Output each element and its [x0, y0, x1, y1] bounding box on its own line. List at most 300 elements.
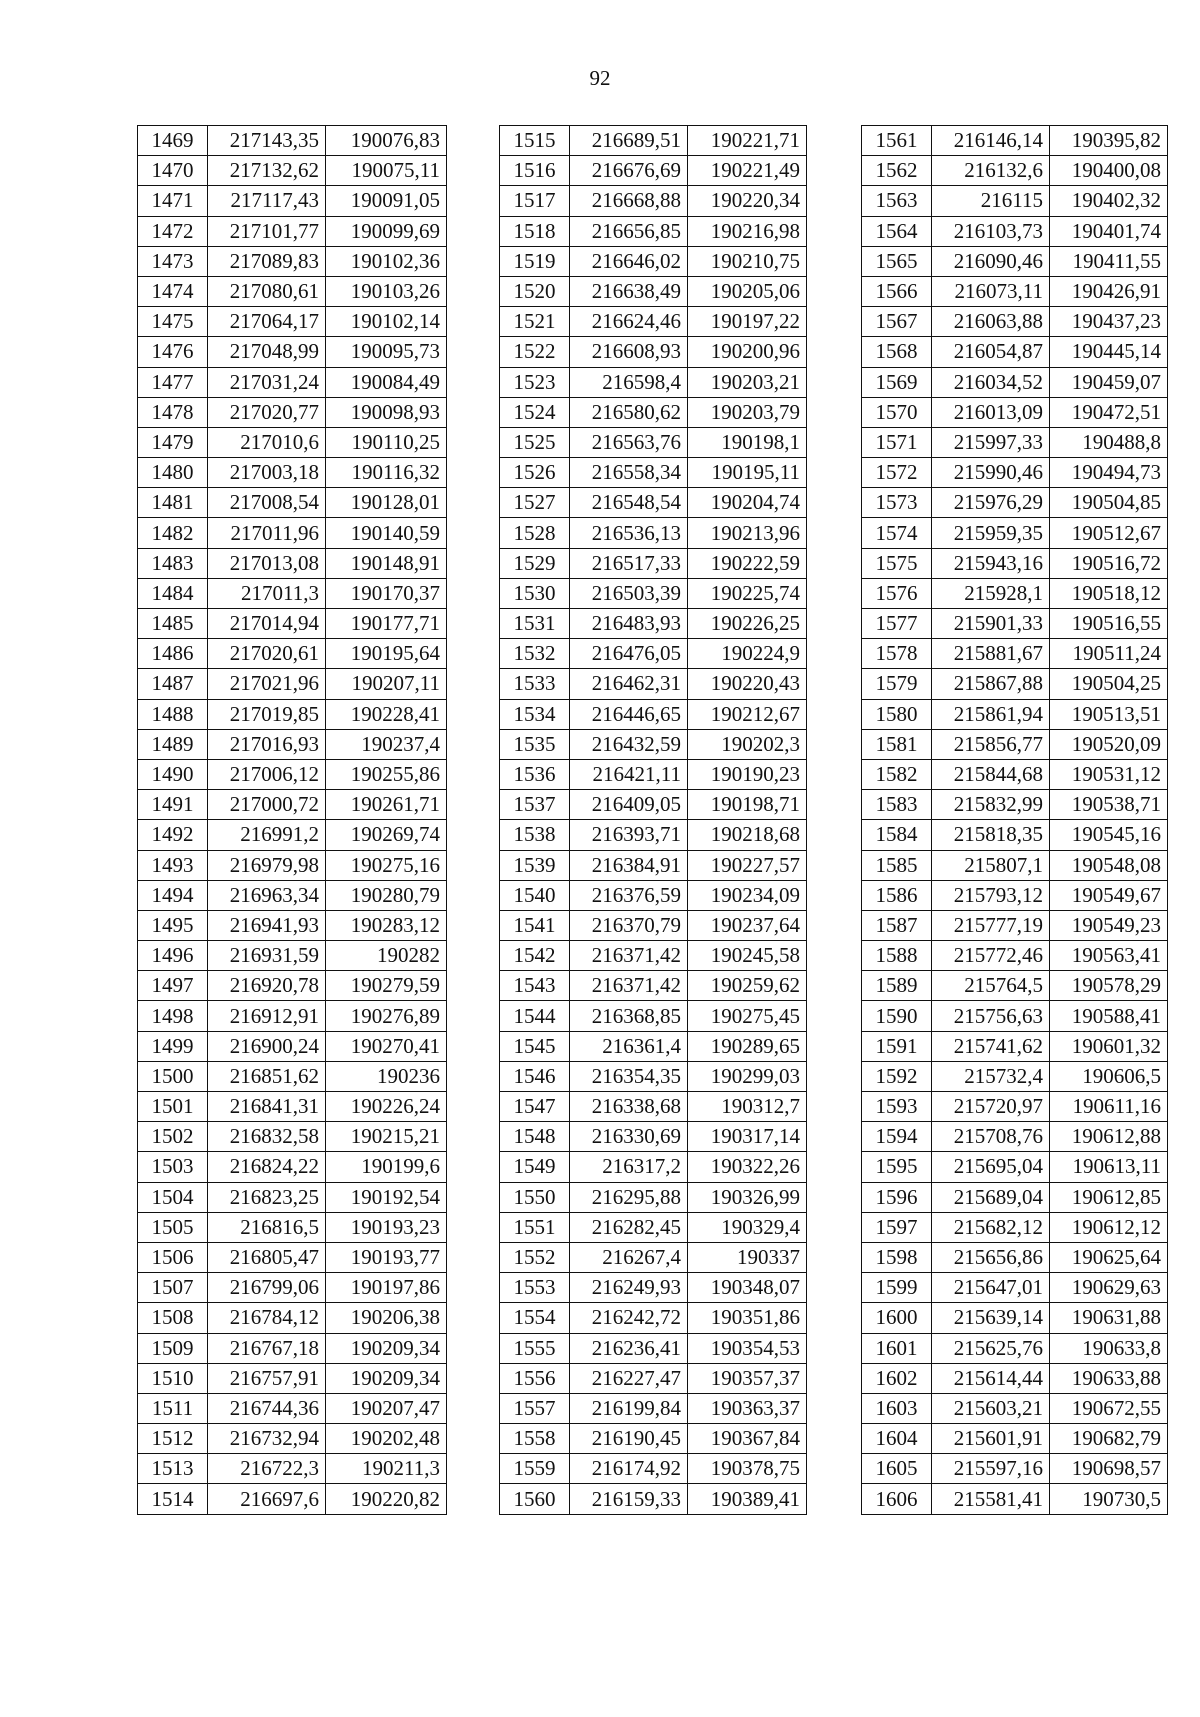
table-row	[862, 1424, 1168, 1454]
point-number-cell: 1562	[862, 156, 932, 186]
table-row	[500, 1393, 807, 1423]
x-coordinate-cell: 217080,61	[208, 276, 326, 306]
y-coordinate-cell: 190110,25	[326, 427, 447, 457]
y-coordinate-cell: 190227,57	[688, 850, 807, 880]
x-coordinate-cell: 215856,77	[932, 729, 1050, 759]
table-row	[862, 578, 1168, 608]
table-row	[138, 488, 447, 518]
point-number-cell: 1600	[862, 1303, 932, 1333]
point-number-cell: 1566	[862, 276, 932, 306]
x-coordinate-cell: 215997,33	[932, 427, 1050, 457]
point-number-cell: 1551	[500, 1212, 570, 1242]
point-number-cell: 1581	[862, 729, 932, 759]
table-row	[862, 126, 1168, 156]
y-coordinate-cell: 190197,22	[688, 307, 807, 337]
x-coordinate-cell: 215639,14	[932, 1303, 1050, 1333]
table-row	[500, 1122, 807, 1152]
table-row	[500, 246, 807, 276]
table-row	[138, 699, 447, 729]
y-coordinate-cell: 190269,74	[326, 820, 447, 850]
y-coordinate-cell: 190395,82	[1050, 126, 1168, 156]
x-coordinate-cell: 216432,59	[570, 729, 688, 759]
y-coordinate-cell: 190494,73	[1050, 458, 1168, 488]
table-row	[862, 820, 1168, 850]
point-number-cell: 1568	[862, 337, 932, 367]
x-coordinate-cell: 217006,12	[208, 759, 326, 789]
point-number-cell: 1530	[500, 578, 570, 608]
y-coordinate-cell: 190199,6	[326, 1152, 447, 1182]
y-coordinate-cell: 190426,91	[1050, 276, 1168, 306]
point-number-cell: 1479	[138, 427, 208, 457]
point-number-cell: 1472	[138, 216, 208, 246]
x-coordinate-cell: 216371,42	[570, 941, 688, 971]
y-coordinate-cell: 190102,14	[326, 307, 447, 337]
table-row	[862, 699, 1168, 729]
point-number-cell: 1491	[138, 790, 208, 820]
point-number-cell: 1485	[138, 609, 208, 639]
x-coordinate-cell: 216295,88	[570, 1182, 688, 1212]
y-coordinate-cell: 190672,55	[1050, 1393, 1168, 1423]
point-number-cell: 1496	[138, 941, 208, 971]
x-coordinate-cell: 217010,6	[208, 427, 326, 457]
table-row	[862, 276, 1168, 306]
y-coordinate-cell: 190076,83	[326, 126, 447, 156]
point-number-cell: 1547	[500, 1092, 570, 1122]
table-row	[138, 639, 447, 669]
table-row	[138, 729, 447, 759]
y-coordinate-cell: 190270,41	[326, 1031, 447, 1061]
table-row	[138, 246, 447, 276]
x-coordinate-cell: 215976,29	[932, 488, 1050, 518]
point-number-cell: 1493	[138, 850, 208, 880]
x-coordinate-cell: 217064,17	[208, 307, 326, 337]
table-row	[500, 578, 807, 608]
table-row	[500, 850, 807, 880]
x-coordinate-cell: 217020,77	[208, 397, 326, 427]
x-coordinate-cell: 215601,91	[932, 1424, 1050, 1454]
table-row	[138, 126, 447, 156]
x-coordinate-cell: 216199,84	[570, 1393, 688, 1423]
y-coordinate-cell: 190548,08	[1050, 850, 1168, 880]
point-number-cell: 1554	[500, 1303, 570, 1333]
x-coordinate-cell: 216757,91	[208, 1363, 326, 1393]
point-number-cell: 1511	[138, 1393, 208, 1423]
point-number-cell: 1480	[138, 458, 208, 488]
y-coordinate-cell: 190195,11	[688, 458, 807, 488]
y-coordinate-cell: 190516,72	[1050, 548, 1168, 578]
x-coordinate-cell: 216146,14	[932, 126, 1050, 156]
point-number-cell: 1560	[500, 1484, 570, 1514]
point-number-cell: 1512	[138, 1424, 208, 1454]
table-row	[500, 337, 807, 367]
table-row	[138, 397, 447, 427]
y-coordinate-cell: 190221,71	[688, 126, 807, 156]
y-coordinate-cell: 190220,43	[688, 669, 807, 699]
point-number-cell: 1584	[862, 820, 932, 850]
y-coordinate-cell: 190207,47	[326, 1393, 447, 1423]
point-number-cell: 1596	[862, 1182, 932, 1212]
y-coordinate-cell: 190192,54	[326, 1182, 447, 1212]
point-number-cell: 1565	[862, 246, 932, 276]
x-coordinate-cell: 215959,35	[932, 518, 1050, 548]
x-coordinate-cell: 216824,22	[208, 1152, 326, 1182]
y-coordinate-cell: 190633,88	[1050, 1363, 1168, 1393]
table-row	[862, 880, 1168, 910]
table-row	[862, 1061, 1168, 1091]
y-coordinate-cell: 190337	[688, 1242, 807, 1272]
x-coordinate-cell: 217117,43	[208, 186, 326, 216]
x-coordinate-cell: 217101,77	[208, 216, 326, 246]
table-row	[500, 1001, 807, 1031]
point-number-cell: 1474	[138, 276, 208, 306]
table-row	[862, 1303, 1168, 1333]
table-row	[500, 699, 807, 729]
y-coordinate-cell: 190625,64	[1050, 1242, 1168, 1272]
point-number-cell: 1588	[862, 941, 932, 971]
point-number-cell: 1515	[500, 126, 570, 156]
point-number-cell: 1598	[862, 1242, 932, 1272]
x-coordinate-cell: 215928,1	[932, 578, 1050, 608]
y-coordinate-cell: 190378,75	[688, 1454, 807, 1484]
x-coordinate-cell: 216920,78	[208, 971, 326, 1001]
table-row	[862, 186, 1168, 216]
point-number-cell: 1516	[500, 156, 570, 186]
x-coordinate-cell: 215581,41	[932, 1484, 1050, 1514]
x-coordinate-cell: 215777,19	[932, 910, 1050, 940]
point-number-cell: 1488	[138, 699, 208, 729]
table-row	[862, 246, 1168, 276]
point-number-cell: 1531	[500, 609, 570, 639]
x-coordinate-cell: 217016,93	[208, 729, 326, 759]
y-coordinate-cell: 190098,93	[326, 397, 447, 427]
point-number-cell: 1595	[862, 1152, 932, 1182]
point-number-cell: 1509	[138, 1333, 208, 1363]
y-coordinate-cell: 190210,75	[688, 246, 807, 276]
table-row	[500, 1273, 807, 1303]
y-coordinate-cell: 190682,79	[1050, 1424, 1168, 1454]
table-row	[138, 307, 447, 337]
table-row	[862, 790, 1168, 820]
y-coordinate-cell: 190282	[326, 941, 447, 971]
point-number-cell: 1563	[862, 186, 932, 216]
x-coordinate-cell: 216638,49	[570, 276, 688, 306]
x-coordinate-cell: 216330,69	[570, 1122, 688, 1152]
point-number-cell: 1546	[500, 1061, 570, 1091]
table-row	[862, 1363, 1168, 1393]
y-coordinate-cell: 190531,12	[1050, 759, 1168, 789]
y-coordinate-cell: 190216,98	[688, 216, 807, 246]
point-number-cell: 1507	[138, 1273, 208, 1303]
x-coordinate-cell: 216073,11	[932, 276, 1050, 306]
x-coordinate-cell: 216227,47	[570, 1363, 688, 1393]
x-coordinate-cell: 216979,98	[208, 850, 326, 880]
x-coordinate-cell: 216851,62	[208, 1061, 326, 1091]
x-coordinate-cell: 216242,72	[570, 1303, 688, 1333]
y-coordinate-cell: 190211,3	[326, 1454, 447, 1484]
y-coordinate-cell: 190202,3	[688, 729, 807, 759]
point-number-cell: 1537	[500, 790, 570, 820]
point-number-cell: 1587	[862, 910, 932, 940]
point-number-cell: 1606	[862, 1484, 932, 1514]
y-coordinate-cell: 190363,37	[688, 1393, 807, 1423]
table-row	[138, 1303, 447, 1333]
y-coordinate-cell: 190631,88	[1050, 1303, 1168, 1333]
coordinates-table-3	[861, 125, 1168, 1515]
table-row	[138, 1212, 447, 1242]
y-coordinate-cell: 190221,49	[688, 156, 807, 186]
x-coordinate-cell: 216900,24	[208, 1031, 326, 1061]
x-coordinate-cell: 217013,08	[208, 548, 326, 578]
table-row	[862, 1333, 1168, 1363]
y-coordinate-cell: 190236	[326, 1061, 447, 1091]
x-coordinate-cell: 215708,76	[932, 1122, 1050, 1152]
x-coordinate-cell: 217143,35	[208, 126, 326, 156]
y-coordinate-cell: 190237,4	[326, 729, 447, 759]
x-coordinate-cell: 217011,96	[208, 518, 326, 548]
x-coordinate-cell: 216054,87	[932, 337, 1050, 367]
table-row	[862, 458, 1168, 488]
point-number-cell: 1532	[500, 639, 570, 669]
x-coordinate-cell: 216816,5	[208, 1212, 326, 1242]
table-row	[500, 458, 807, 488]
table-row	[862, 307, 1168, 337]
y-coordinate-cell: 190276,89	[326, 1001, 447, 1031]
y-coordinate-cell: 190128,01	[326, 488, 447, 518]
y-coordinate-cell: 190613,11	[1050, 1152, 1168, 1182]
table-row	[862, 518, 1168, 548]
point-number-cell: 1604	[862, 1424, 932, 1454]
table-row	[500, 126, 807, 156]
y-coordinate-cell: 190193,23	[326, 1212, 447, 1242]
x-coordinate-cell: 216722,3	[208, 1454, 326, 1484]
table-row	[500, 820, 807, 850]
y-coordinate-cell: 190401,74	[1050, 216, 1168, 246]
page-number: 92	[589, 66, 611, 90]
y-coordinate-cell: 190511,24	[1050, 639, 1168, 669]
point-number-cell: 1543	[500, 971, 570, 1001]
y-coordinate-cell: 190280,79	[326, 880, 447, 910]
table-row	[500, 1303, 807, 1333]
y-coordinate-cell: 190400,08	[1050, 156, 1168, 186]
table-row	[500, 1242, 807, 1272]
point-number-cell: 1470	[138, 156, 208, 186]
table-row	[500, 1454, 807, 1484]
point-number-cell: 1576	[862, 578, 932, 608]
y-coordinate-cell: 190222,59	[688, 548, 807, 578]
x-coordinate-cell: 216732,94	[208, 1424, 326, 1454]
table-row	[138, 1001, 447, 1031]
point-number-cell: 1487	[138, 669, 208, 699]
point-number-cell: 1571	[862, 427, 932, 457]
table-row	[138, 518, 447, 548]
y-coordinate-cell: 190148,91	[326, 548, 447, 578]
point-number-cell: 1469	[138, 126, 208, 156]
point-number-cell: 1529	[500, 548, 570, 578]
point-number-cell: 1541	[500, 910, 570, 940]
y-coordinate-cell: 190513,51	[1050, 699, 1168, 729]
y-coordinate-cell: 190612,12	[1050, 1212, 1168, 1242]
x-coordinate-cell: 216558,34	[570, 458, 688, 488]
point-number-cell: 1477	[138, 367, 208, 397]
y-coordinate-cell: 190402,32	[1050, 186, 1168, 216]
y-coordinate-cell: 190516,55	[1050, 609, 1168, 639]
table-row	[862, 669, 1168, 699]
point-number-cell: 1586	[862, 880, 932, 910]
y-coordinate-cell: 190612,85	[1050, 1182, 1168, 1212]
y-coordinate-cell: 190445,14	[1050, 337, 1168, 367]
x-coordinate-cell: 216963,34	[208, 880, 326, 910]
point-number-cell: 1473	[138, 246, 208, 276]
x-coordinate-cell: 216361,4	[570, 1031, 688, 1061]
x-coordinate-cell: 216132,6	[932, 156, 1050, 186]
y-coordinate-cell: 190209,34	[326, 1333, 447, 1363]
x-coordinate-cell: 215732,4	[932, 1061, 1050, 1091]
table-row	[138, 1273, 447, 1303]
x-coordinate-cell: 217132,62	[208, 156, 326, 186]
table-row	[500, 1363, 807, 1393]
y-coordinate-cell: 190203,79	[688, 397, 807, 427]
table-row	[500, 759, 807, 789]
point-number-cell: 1599	[862, 1273, 932, 1303]
x-coordinate-cell: 216668,88	[570, 186, 688, 216]
x-coordinate-cell: 216580,62	[570, 397, 688, 427]
table-row	[500, 1031, 807, 1061]
y-coordinate-cell: 190102,36	[326, 246, 447, 276]
table-row	[500, 1212, 807, 1242]
x-coordinate-cell: 217048,99	[208, 337, 326, 367]
x-coordinate-cell: 215720,97	[932, 1092, 1050, 1122]
table-row	[138, 1242, 447, 1272]
x-coordinate-cell: 215881,67	[932, 639, 1050, 669]
x-coordinate-cell: 216103,73	[932, 216, 1050, 246]
x-coordinate-cell: 215597,16	[932, 1454, 1050, 1484]
point-number-cell: 1520	[500, 276, 570, 306]
x-coordinate-cell: 216063,88	[932, 307, 1050, 337]
y-coordinate-cell: 190195,64	[326, 639, 447, 669]
y-coordinate-cell: 190518,12	[1050, 578, 1168, 608]
table-row	[862, 156, 1168, 186]
y-coordinate-cell: 190512,67	[1050, 518, 1168, 548]
point-number-cell: 1524	[500, 397, 570, 427]
y-coordinate-cell: 190601,32	[1050, 1031, 1168, 1061]
y-coordinate-cell: 190237,64	[688, 910, 807, 940]
x-coordinate-cell: 216503,39	[570, 578, 688, 608]
x-coordinate-cell: 216368,85	[570, 1001, 688, 1031]
x-coordinate-cell: 217020,61	[208, 639, 326, 669]
table-row	[500, 186, 807, 216]
table-row	[862, 639, 1168, 669]
y-coordinate-cell: 190611,16	[1050, 1092, 1168, 1122]
y-coordinate-cell: 190367,84	[688, 1424, 807, 1454]
x-coordinate-cell: 216409,05	[570, 790, 688, 820]
table-row	[862, 367, 1168, 397]
point-number-cell: 1567	[862, 307, 932, 337]
y-coordinate-cell: 190203,21	[688, 367, 807, 397]
table-row	[862, 1242, 1168, 1272]
point-number-cell: 1597	[862, 1212, 932, 1242]
point-number-cell: 1500	[138, 1061, 208, 1091]
x-coordinate-cell: 217008,54	[208, 488, 326, 518]
point-number-cell: 1572	[862, 458, 932, 488]
x-coordinate-cell: 216832,58	[208, 1122, 326, 1152]
table-row	[500, 1333, 807, 1363]
y-coordinate-cell: 190116,32	[326, 458, 447, 488]
y-coordinate-cell: 190283,12	[326, 910, 447, 940]
y-coordinate-cell: 190588,41	[1050, 1001, 1168, 1031]
table-row	[138, 850, 447, 880]
y-coordinate-cell: 190215,21	[326, 1122, 447, 1152]
table-row	[862, 1484, 1168, 1514]
table-row	[862, 1393, 1168, 1423]
x-coordinate-cell: 217089,83	[208, 246, 326, 276]
x-coordinate-cell: 216517,33	[570, 548, 688, 578]
table-row	[138, 1092, 447, 1122]
y-coordinate-cell: 190245,58	[688, 941, 807, 971]
y-coordinate-cell: 190549,67	[1050, 880, 1168, 910]
point-number-cell: 1539	[500, 850, 570, 880]
table-row	[862, 1454, 1168, 1484]
x-coordinate-cell: 215656,86	[932, 1242, 1050, 1272]
point-number-cell: 1591	[862, 1031, 932, 1061]
table-row	[500, 307, 807, 337]
x-coordinate-cell: 217014,94	[208, 609, 326, 639]
point-number-cell: 1538	[500, 820, 570, 850]
x-coordinate-cell: 216744,36	[208, 1393, 326, 1423]
table-row	[500, 910, 807, 940]
table-row	[500, 1424, 807, 1454]
table-row	[138, 1363, 447, 1393]
point-number-cell: 1545	[500, 1031, 570, 1061]
table-row	[862, 759, 1168, 789]
point-number-cell: 1559	[500, 1454, 570, 1484]
table-row	[138, 1454, 447, 1484]
table-row	[138, 790, 447, 820]
x-coordinate-cell: 215695,04	[932, 1152, 1050, 1182]
point-number-cell: 1549	[500, 1152, 570, 1182]
point-number-cell: 1589	[862, 971, 932, 1001]
point-number-cell: 1602	[862, 1363, 932, 1393]
point-number-cell: 1583	[862, 790, 932, 820]
table-row	[138, 578, 447, 608]
point-number-cell: 1528	[500, 518, 570, 548]
point-number-cell: 1506	[138, 1242, 208, 1272]
y-coordinate-cell: 190488,8	[1050, 427, 1168, 457]
y-coordinate-cell: 190437,23	[1050, 307, 1168, 337]
point-number-cell: 1540	[500, 880, 570, 910]
table-row	[138, 1182, 447, 1212]
x-coordinate-cell: 216421,11	[570, 759, 688, 789]
x-coordinate-cell: 215682,12	[932, 1212, 1050, 1242]
x-coordinate-cell: 216823,25	[208, 1182, 326, 1212]
table-row	[862, 971, 1168, 1001]
table-row	[138, 971, 447, 1001]
y-coordinate-cell: 190459,07	[1050, 367, 1168, 397]
table-row	[138, 1424, 447, 1454]
x-coordinate-cell: 215990,46	[932, 458, 1050, 488]
table-row	[500, 790, 807, 820]
y-coordinate-cell: 190317,14	[688, 1122, 807, 1152]
point-number-cell: 1471	[138, 186, 208, 216]
y-coordinate-cell: 190198,71	[688, 790, 807, 820]
point-number-cell: 1552	[500, 1242, 570, 1272]
x-coordinate-cell: 216598,4	[570, 367, 688, 397]
table-row	[862, 1031, 1168, 1061]
y-coordinate-cell: 190549,23	[1050, 910, 1168, 940]
table-row	[500, 276, 807, 306]
table-row	[862, 609, 1168, 639]
x-coordinate-cell: 216236,41	[570, 1333, 688, 1363]
point-number-cell: 1522	[500, 337, 570, 367]
